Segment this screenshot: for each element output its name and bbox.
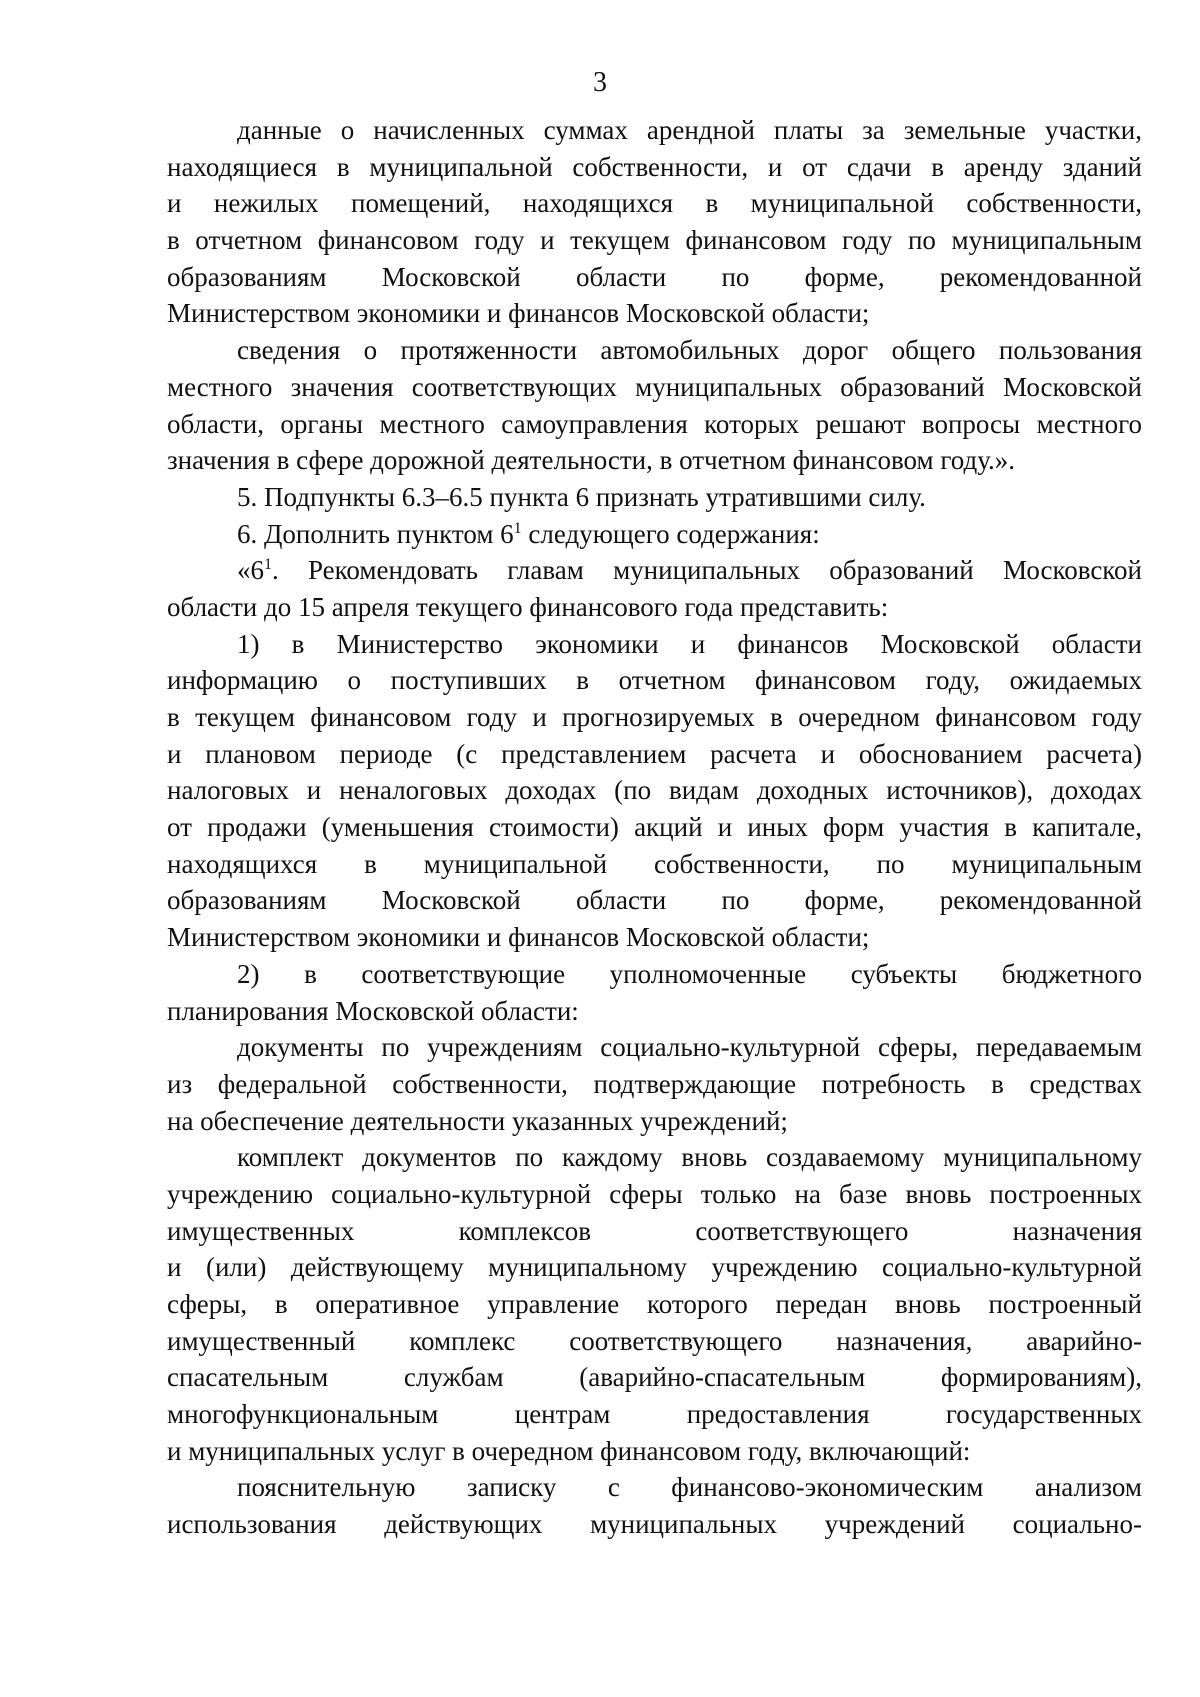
text-line: образованиям Московской области по форме, рекомендованной (167, 885, 1142, 916)
text-line: из федеральной собственности, подтверждающие потребность в средствах (167, 1068, 1142, 1099)
text-line: документы по учреждениям социально-культурной сферы, передаваемым (237, 1032, 1142, 1063)
text-line: информацию о поступивших в отчетном финансовом году, ожидаемых (167, 665, 1142, 696)
text-line: от продажи (уменьшения стоимости) акций и иных форм участия в капитале, (167, 812, 1142, 843)
text-fragment: «6 (237, 555, 264, 586)
text-line: 1) в Министерство экономики и финансов Московской области (237, 628, 1142, 659)
text-line: пояснительную записку с финансово-экономическим анализом (237, 1472, 1142, 1503)
text-line: Министерством экономики и финансов Московской области; (167, 298, 870, 329)
text-line: и плановом периоде (с представлением расчета и обоснованием расчета) (167, 738, 1142, 769)
text-line: значения в сфере дорожной деятельности, в отчетном финансовом году.». (167, 445, 1016, 476)
text-line: комплект документов по каждому вновь создаваемому муниципальному (237, 1142, 1142, 1173)
text-line: области до 15 апреля текущего финансового года представить: (167, 591, 889, 622)
text-line: в текущем финансовом году и прогнозируемых в очередном финансовом году (167, 702, 1142, 732)
text-line: 5. Подпункты 6.3–6.5 пункта 6 признать утратившими силу. (237, 481, 926, 512)
text-line: учреждению социально-культурной сферы только на базе вновь построенных (167, 1178, 1142, 1209)
text-line: использования действующих муниципальных учреждений социально- (167, 1509, 1142, 1540)
text-line (167, 552, 1142, 589)
text-line: 2) в соответствующие уполномоченные субъекты бюджетного (237, 958, 1142, 989)
text-fragment: . Рекомендовать главам муниципальных образований Московской (272, 555, 1142, 586)
superscript: 1 (513, 519, 522, 537)
text-line: находящиеся в муниципальной собственности, и от сдачи в аренду зданий (167, 151, 1142, 182)
text-line: и нежилых помещений, находящихся в муниципальной собственности, (167, 188, 1142, 219)
page-number: 3 (593, 67, 607, 98)
text-line: и муниципальных услуг в очередном финансовом году, включающий: (167, 1435, 971, 1466)
text-line: планирования Московской области: (167, 995, 579, 1026)
text-line: имущественный комплекс соответствующего назначения, аварийно- (167, 1325, 1142, 1356)
text-line: Министерством экономики и финансов Московской области; (167, 922, 870, 953)
document-body (167, 112, 1142, 1543)
text-line: в отчетном финансовом году и текущем финансовом году по муниципальным (167, 225, 1142, 256)
text-line: местного значения соответствующих муниципальных образований Московской (167, 371, 1142, 402)
text-line (167, 516, 1142, 553)
text-line: имущественных комплексов соответствующего назначения (167, 1215, 1142, 1246)
text-line: многофункциональным центрам предоставления государственных (167, 1399, 1142, 1430)
text-fragment: следующего содержания: (521, 518, 820, 549)
text-line: сведения о протяженности автомобильных дорог общего пользования (237, 335, 1142, 366)
text-line: находящихся в муниципальной собственности, по муниципальным (167, 848, 1142, 879)
text-line: данные о начисленных суммах арендной платы за земельные участки, (237, 115, 1142, 145)
text-line: спасательным службам (аварийно-спасательным формированиям), (167, 1362, 1142, 1393)
text-line: сферы, в оперативное управление которого передан вновь построенный (167, 1289, 1142, 1319)
text-line: области, органы местного самоуправления которых решают вопросы местного (167, 408, 1142, 439)
text-line: налоговых и неналоговых доходах (по видам доходных источников), доходах (167, 775, 1142, 806)
text-line: и (или) действующему муниципальному учреждению социально-культурной (167, 1252, 1142, 1283)
superscript: 1 (264, 556, 272, 574)
text-line: образованиям Московской области по форме, рекомендованной (167, 261, 1142, 292)
text-line: на обеспечение деятельности указанных учреждений; (167, 1105, 788, 1136)
text-fragment: 6. Дополнить пунктом 6 (237, 518, 514, 549)
